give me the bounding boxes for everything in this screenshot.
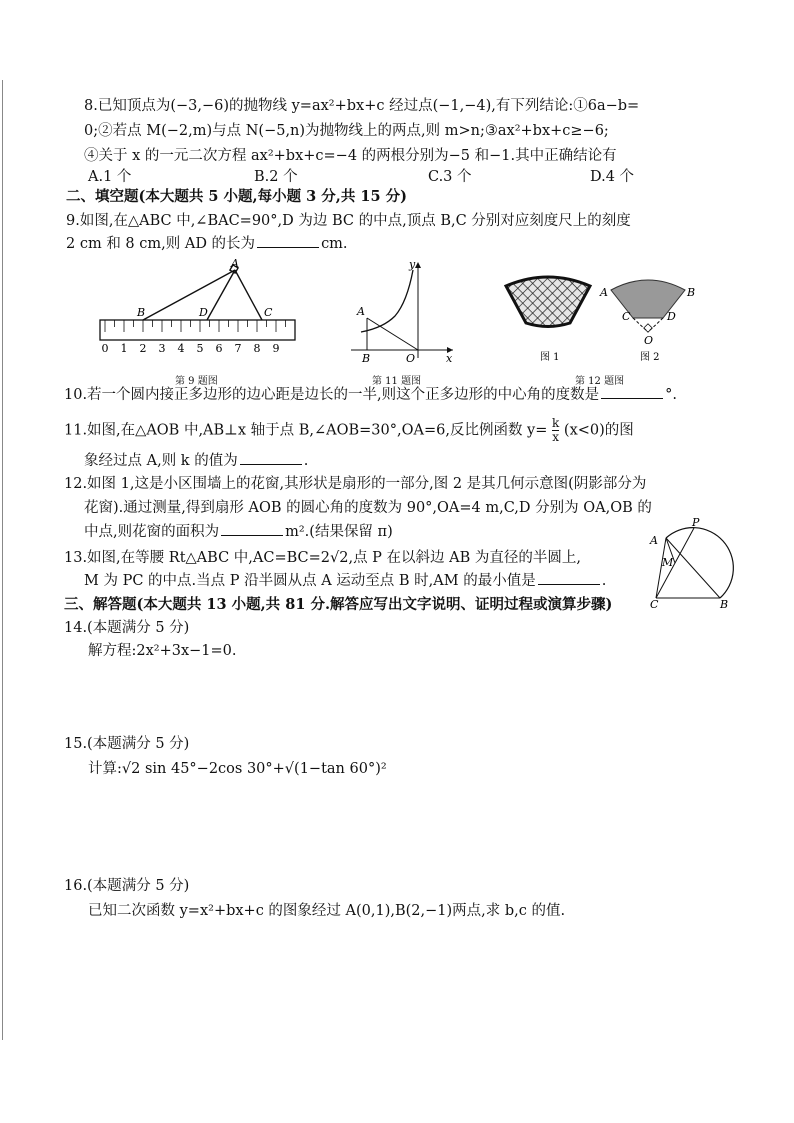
fig12-label-d: D — [667, 310, 676, 323]
fig12-sub-1: 图 1 — [540, 352, 560, 363]
fig9-label-b: B — [137, 306, 146, 319]
fig12-label-o: O — [644, 334, 654, 347]
fig13-label-b: B — [720, 598, 729, 610]
q10-end: °. — [665, 387, 678, 403]
q10-line — [64, 386, 677, 404]
ruler-tick-label: 3 — [158, 342, 166, 355]
fig12-sub-2: 图 2 — [640, 352, 660, 363]
q12-answer-blank — [221, 523, 283, 536]
ruler-tick-label: 1 — [120, 342, 128, 355]
right-angle-mark — [644, 324, 652, 332]
q12-text: 中点,则花窗的面积为 — [84, 524, 220, 540]
q9-unit: cm. — [321, 236, 348, 252]
figure-11-hyperbola — [343, 258, 463, 368]
q11-answer-blank — [240, 452, 302, 465]
q12-line-1: 12.如图 1,这是小区围墙上的花窗,其形状是扇形的一部分,图 2 是其几何示意图(阴影部分为 — [64, 476, 647, 492]
ruler-tick-label: 2 — [139, 342, 147, 355]
fig12-label-b: B — [687, 286, 696, 299]
q14-heading: 14.(本题满分 5 分) — [64, 620, 190, 636]
fig13-label-p: P — [692, 518, 700, 529]
ruler-tick-label: 5 — [196, 342, 204, 355]
segment-ab — [666, 538, 720, 598]
q9-line-1: 9.如图,在△ABC 中,∠BAC=90°,D 为边 BC 的中点,顶点 B,C 分别对应刻度尺上的刻度 — [66, 213, 631, 229]
q8-line-3: ④关于 x 的一元二次方程 ax²+bx+c=−4 的两根分别为−5 和−1.其中正确结论有 — [84, 148, 617, 164]
q9-text: 2 cm 和 8 cm,则 AD 的长为 — [66, 236, 256, 252]
y-axis-arrow — [415, 262, 421, 268]
q8-line-2: 0;②若点 M(−2,m)与点 N(−5,n)为抛物线上的两点,则 m>n;③ax²+bx+c≥−6; — [84, 123, 609, 139]
section-2-heading: 二、填空题(本大题共 5 小题,每小题 3 分,共 15 分) — [66, 188, 407, 205]
q11-line-2 — [84, 452, 308, 470]
figure-12-caption: 第 12 题图 — [575, 376, 625, 387]
q16-body: 已知二次函数 y=x²+bx+c 的图象经过 A(0,1),B(2,−1)两点,求 b,c 的值. — [88, 903, 566, 919]
fig11-label-o: O — [406, 352, 416, 365]
q8-option-d: D.4 个 — [590, 169, 635, 185]
q11-text-c: 象经过点 A,则 k 的值为 — [84, 453, 238, 469]
q10-text: 10.若一个圆内接正多边形的边心距是边长的一半,则这个正多边形的中心角的度数是 — [64, 387, 600, 403]
figure-9-caption: 第 9 题图 — [175, 376, 218, 387]
ruler-tick-label: 6 — [215, 342, 223, 355]
q14-body: 解方程:2x²+3x−1=0. — [88, 643, 237, 659]
ruler-tick-label: 9 — [272, 342, 280, 355]
fig9-label-a: A — [231, 258, 239, 270]
q12-unit: m².(结果保留 π) — [285, 524, 393, 540]
fig12-label-a: A — [600, 286, 608, 299]
q8-option-a: A.1 个 — [88, 169, 132, 185]
fig13-label-c: C — [650, 598, 659, 610]
figure-9-ruler-triangle — [95, 258, 305, 370]
q12-line-2: 花窗).通过测量,得到扇形 AOB 的圆心角的度数为 90°,OA=4 m,C,D 分别为 OA,OB 的 — [84, 500, 652, 516]
fig13-label-m: M — [662, 556, 674, 569]
q11-frac-den: x — [552, 430, 560, 444]
page-edge-line — [2, 80, 3, 1040]
q11-text-b: (x<0)的图 — [563, 422, 634, 439]
ruler-tick-marks — [105, 320, 286, 332]
q13-line-2 — [84, 572, 606, 590]
figure-11-caption: 第 11 题图 — [372, 376, 422, 387]
section-3-heading: 三、解答题(本大题共 13 小题,共 81 分.解答应写出文字说明、证明过程或演算步骤) — [64, 596, 613, 613]
q10-answer-blank — [601, 386, 663, 399]
fig13-label-a: A — [650, 534, 658, 547]
segment-oa — [367, 318, 418, 350]
q9-answer-blank — [257, 235, 319, 248]
q8-option-b: B.2 个 — [254, 169, 298, 185]
q13-line-1: 13.如图,在等腰 Rt△ABC 中,AC=BC=2√2,点 P 在以斜边 AB 为直径的半圆上, — [64, 550, 581, 566]
ruler-tick-label: 7 — [234, 342, 242, 355]
ruler-body — [100, 320, 295, 340]
figure-13-semicircle — [648, 518, 738, 610]
q13-answer-blank — [538, 572, 600, 585]
fig11-label-b: B — [362, 352, 371, 365]
fig11-label-a: A — [357, 305, 365, 318]
figure-12-window — [498, 268, 718, 368]
q15-heading: 15.(本题满分 5 分) — [64, 736, 190, 752]
hyperbola-curve — [361, 270, 413, 332]
q11-text-a: 11.如图,在△AOB 中,AB⊥x 轴于点 B,∠AOB=30°,OA=6,反比例函数 y= — [64, 422, 548, 439]
ruler-tick-label: 0 — [101, 342, 109, 355]
ruler-tick-label: 8 — [253, 342, 261, 355]
ruler-tick-label: 4 — [177, 342, 185, 355]
q13-text: M 为 PC 的中点.当点 P 沿半圆从点 A 运动至点 B 时,AM 的最小值是 — [84, 573, 536, 589]
fig12-label-c: C — [622, 310, 631, 323]
lattice-window-photo — [506, 277, 590, 327]
q11-line-1 — [64, 417, 634, 444]
q15-body: 计算:√2 sin 45°−2cos 30°+√(1−tan 60°)² — [88, 761, 387, 777]
q16-heading: 16.(本题满分 5 分) — [64, 878, 190, 894]
q12-line-3 — [84, 523, 393, 541]
q13-end: . — [601, 573, 607, 589]
fig11-label-x: x — [446, 352, 453, 365]
q8-line-1: 8.已知顶点为(−3,−6)的抛物线 y=ax²+bx+c 经过点(−1,−4),有下列结论:①6a−b= — [84, 98, 640, 114]
q9-line-2 — [66, 235, 348, 253]
fig11-label-y: y — [409, 258, 416, 271]
fig9-label-c: C — [264, 306, 273, 319]
q11-fraction — [552, 417, 559, 444]
q11-frac-num: k — [552, 416, 560, 430]
fig9-label-d: D — [199, 306, 208, 319]
q8-option-c: C.3 个 — [428, 169, 472, 185]
q11-end: . — [303, 453, 309, 469]
semicircle-arc — [666, 528, 733, 598]
